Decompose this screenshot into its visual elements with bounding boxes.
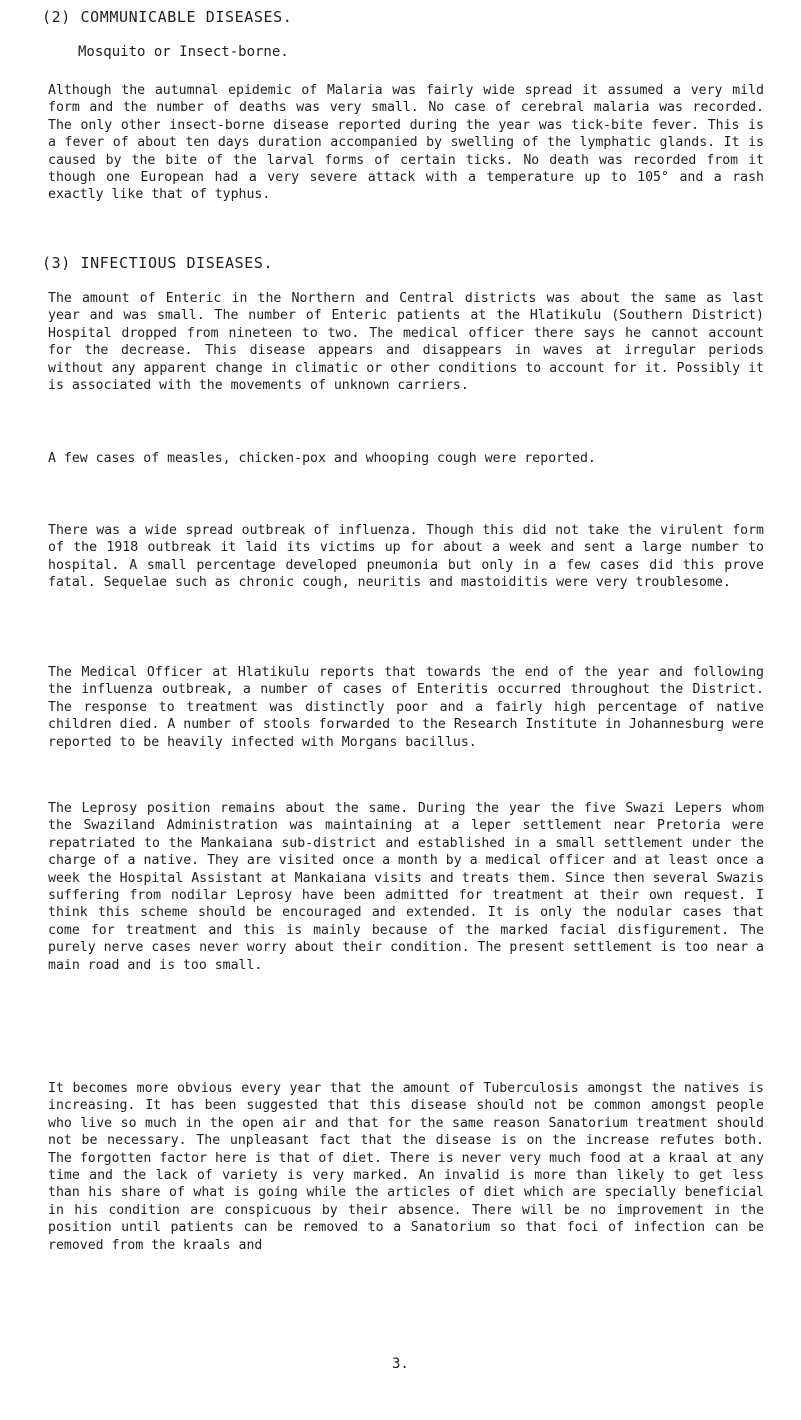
paragraph-measles: A few cases of measles, chicken-pox and whooping cough were reported. — [48, 451, 596, 466]
section-heading-infectious-diseases: (3) INFECTIOUS DISEASES. — [42, 254, 274, 272]
paragraph-leprosy: The Leprosy position remains about the same. During the year the five Swazi Lepers whom the Swaziland Administration was maintaining at a leper settlement near Pretoria were repatriated to the Mankaiana sub-district and established in a small settlement under the charge of a native. They are visited once a month by a medical officer and at least once a week the Hospital Assistant at Mankaiana visits and treats them. Since then several Swazis suffering from nodilar Leprosy have been admitted for treatment at their own request. I think this scheme should be encouraged and extended. It is only the nodular cases that come for treatment and this is mainly because of the marked facial disfigurement. The purely nerve cases never worry about their condition. The present settlement is too near a main road and is too small. — [48, 801, 764, 973]
paragraph-malaria: Although the autumnal epidemic of Malaria was fairly wide spread it assumed a very mild form and the number of deaths was very small. No case of cerebral malaria was recorded. The only other insect-borne disease reported during the year was tick-bite fever. This is a fever of about ten days duration accompanied by swelling of the lymphatic glands. It is caused by the bite of the larval forms of certain ticks. No death was recorded from it though one European had a very severe attack with a temperature up to 105° and a rash exactly like that of typhus. — [48, 83, 764, 203]
paragraph-enteritis: The Medical Officer at Hlatikulu reports that towards the end of the year and following the influenza outbreak, a number of cases of Enteritis occurred throughout the District. The response to treatment was distinctly poor and a fairly high percentage of native children died. A number of stools forwarded to the Research Institute in Johannesburg were reported to be heavily infected with Morgans bacillus. — [48, 665, 764, 750]
page-number: 3. — [392, 1356, 409, 1372]
paragraph-enteric: The amount of Enteric in the Northern and Central districts was about the same as last year and was small. The number of Enteric patients at the Hlatikulu (Southern District) Hospital dropped from nineteen to two. The medical officer there says he cannot account for the decrease. This disease appears and disappears in waves at irregular periods without any apparent change in climatic or other conditions to account for it. Possibly it is associated with the movements of unknown carriers. — [48, 291, 764, 394]
paragraph-influenza: There was a wide spread outbreak of influenza. Though this did not take the virulent form of the 1918 outbreak it laid its victims up for about a week and sent a large number to hospital. A small percentage developed pneumonia but only in a few cases did this prove fatal. Sequelae such as chronic cough, neuritis and mastoiditis were very troublesome. — [48, 523, 764, 591]
subheading-mosquito-insect-borne: Mosquito or Insect-borne. — [78, 44, 289, 60]
paragraph-tuberculosis: It becomes more obvious every year that the amount of Tuberculosis amongst the natives is increasing. It has been suggested that this disease should not be common amongst people who live so much in the open air and that for the same reason Sanatorium treatment should not be necessary. The unpleasant fact that the disease is on the increase refutes both. The forgotten factor here is that of diet. There is never very much food at a kraal at any time and the lack of variety is very marked. An invalid is more than likely to get less than his share of what is going while the articles of diet which are specially beneficial in his condition are conspicuous by their absence. There will be no improvement in the position until patients can be removed to a Sanatorium so that foci of infection can be removed from the kraals and — [48, 1081, 764, 1253]
section-heading-communicable-diseases: (2) COMMUNICABLE DISEASES. — [42, 8, 293, 26]
